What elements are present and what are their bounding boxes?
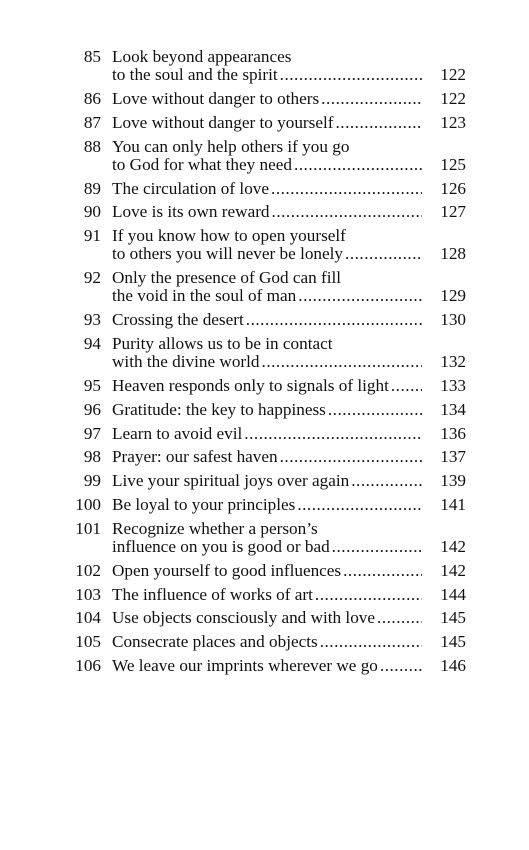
chapter-title-block	[112, 311, 466, 329]
toc-entry	[64, 227, 466, 263]
chapter-title-line	[112, 48, 466, 66]
chapter-title-text: The influence of works of art	[112, 584, 313, 604]
chapter-title-line	[112, 156, 466, 174]
toc-entry	[64, 114, 466, 132]
page-number: 145	[440, 608, 466, 628]
toc-entry	[64, 633, 466, 651]
chapter-number: 98	[83, 447, 101, 467]
chapter-title-block	[112, 48, 466, 84]
chapter-title-line	[112, 425, 466, 443]
toc-entry	[64, 269, 466, 305]
toc-entry	[64, 609, 466, 627]
toc-entry	[64, 448, 466, 466]
toc-entry	[64, 496, 466, 514]
chapter-title-line	[112, 114, 466, 132]
toc-entry	[64, 562, 466, 580]
dot-leader	[328, 401, 422, 419]
dot-leader	[380, 657, 422, 675]
chapter-title-block	[112, 401, 466, 419]
chapter-title-text: You can only help others if you go	[112, 136, 350, 156]
page-number: 125	[440, 154, 466, 174]
chapter-title-line	[112, 633, 466, 651]
page-number: 141	[440, 494, 466, 514]
page-number: 144	[440, 584, 466, 604]
chapter-title-text: Love is its own reward	[112, 202, 270, 222]
chapter-title-text: Love without danger to yourself	[112, 112, 334, 132]
dot-leader	[280, 66, 422, 84]
toc-entry	[64, 520, 466, 556]
page-number: 136	[440, 423, 466, 443]
dot-leader	[294, 156, 422, 174]
dot-leader	[280, 448, 422, 466]
chapter-title-line	[112, 227, 466, 245]
chapter-title-text: the void in the soul of man	[112, 286, 297, 306]
page-number: 123	[440, 112, 466, 132]
chapter-number: 95	[83, 375, 101, 395]
page-number: 142	[440, 560, 466, 580]
chapter-title-block	[112, 425, 466, 443]
chapter-number: 88	[83, 136, 101, 156]
chapter-title-block	[112, 138, 466, 174]
chapter-number: 104	[75, 608, 101, 628]
dot-leader	[262, 353, 422, 371]
toc-entry	[64, 377, 466, 395]
page-number: 129	[440, 286, 466, 306]
chapter-title-block	[112, 335, 466, 371]
chapter-title-block	[112, 472, 466, 490]
chapter-title-text: Purity allows us to be in contact	[112, 333, 333, 353]
chapter-title-line	[112, 353, 466, 371]
chapter-title-line	[112, 66, 466, 84]
chapter-title-line	[112, 335, 466, 353]
chapter-title-text: with the divine world	[112, 352, 260, 372]
chapter-title-text: Gratitude: the key to happiness	[112, 399, 326, 419]
page-number: 128	[440, 244, 466, 264]
dot-leader	[332, 538, 422, 556]
toc-entry	[64, 401, 466, 419]
chapter-title-line	[112, 657, 466, 675]
dot-leader	[391, 377, 422, 395]
chapter-title-block	[112, 609, 466, 627]
page-number: 127	[440, 202, 466, 222]
chapter-title-text: Use objects consciously and with love	[112, 608, 376, 628]
chapter-number: 102	[75, 560, 101, 580]
chapter-title-block	[112, 114, 466, 132]
chapter-title-line	[112, 90, 466, 108]
chapter-title-block	[112, 657, 466, 675]
chapter-number: 92	[83, 268, 101, 288]
chapter-title-line	[112, 245, 466, 263]
chapter-title-line	[112, 538, 466, 556]
chapter-title-block	[112, 562, 466, 580]
chapter-title-line	[112, 311, 466, 329]
page-number: 145	[440, 632, 466, 652]
dot-leader	[321, 90, 422, 108]
toc-entry	[64, 203, 466, 221]
page-number: 126	[440, 178, 466, 198]
chapter-number: 100	[75, 494, 101, 514]
toc-entry	[64, 472, 466, 490]
chapter-title-line	[112, 586, 466, 604]
toc-entry	[64, 138, 466, 174]
dot-leader	[297, 496, 422, 514]
chapter-title-text: Crossing the desert	[112, 310, 244, 330]
chapter-number: 90	[83, 202, 101, 222]
page-number: 134	[440, 399, 466, 419]
page-number: 137	[440, 447, 466, 467]
dot-leader	[343, 562, 422, 580]
chapter-number: 97	[83, 423, 101, 443]
chapter-title-line	[112, 448, 466, 466]
page-number: 133	[440, 375, 466, 395]
dot-leader	[298, 287, 422, 305]
chapter-number: 91	[83, 226, 101, 246]
toc-entry	[64, 425, 466, 443]
chapter-title-text: The circulation of love	[112, 178, 270, 198]
page-number: 146	[440, 655, 466, 675]
chapter-title-text: to the soul and the spirit	[112, 65, 278, 85]
chapter-title-text: If you know how to open yourself	[112, 226, 346, 246]
chapter-title-text: to others you will never be lonely	[112, 244, 344, 264]
page-number: 139	[440, 471, 466, 491]
chapter-title-text: We leave our imprints wherever we go	[112, 655, 378, 675]
chapter-title-text: Prayer: our safest haven	[112, 447, 278, 467]
page-number: 132	[440, 352, 466, 372]
chapter-number: 106	[75, 655, 101, 675]
chapter-title-text: Only the presence of God can fill	[112, 268, 342, 288]
chapter-title-block	[112, 520, 466, 556]
chapter-title-block	[112, 180, 466, 198]
dot-leader	[272, 203, 422, 221]
chapter-title-text: Heaven responds only to signals of light	[112, 375, 389, 395]
page-number: 142	[440, 536, 466, 556]
chapter-number: 87	[83, 112, 101, 132]
chapter-number: 89	[83, 178, 101, 198]
toc-entry	[64, 657, 466, 675]
chapter-title-line	[112, 496, 466, 514]
dot-leader	[335, 114, 422, 132]
chapter-number: 85	[83, 47, 101, 66]
toc-entry	[64, 180, 466, 198]
chapter-number: 86	[83, 89, 101, 108]
toc-entry	[64, 311, 466, 329]
page-number: 122	[440, 89, 466, 108]
chapter-title-block	[112, 203, 466, 221]
chapter-number: 99	[83, 471, 101, 491]
chapter-title-text: Open yourself to good influences	[112, 560, 342, 580]
chapter-title-line	[112, 269, 466, 287]
toc-entry	[64, 335, 466, 371]
dot-leader	[351, 472, 422, 490]
chapter-title-line	[112, 401, 466, 419]
page-number: 130	[440, 310, 466, 330]
chapter-title-text: Be loyal to your principles	[112, 494, 296, 514]
chapter-title-block	[112, 496, 466, 514]
dot-leader	[244, 425, 422, 443]
chapter-title-text: Look beyond appearances	[112, 47, 292, 66]
dot-leader	[246, 311, 422, 329]
chapter-number: 96	[83, 399, 101, 419]
chapter-number: 103	[75, 584, 101, 604]
chapter-number: 101	[75, 518, 101, 538]
chapter-number: 93	[83, 310, 101, 330]
chapter-title-text: Recognize whether a person’s	[112, 518, 318, 538]
chapter-title-block	[112, 448, 466, 466]
chapter-title-block	[112, 90, 466, 108]
chapter-title-text: influence on you is good or bad	[112, 536, 330, 556]
dot-leader	[315, 586, 422, 604]
chapter-title-text: Love without danger to others	[112, 89, 320, 108]
chapter-title-block	[112, 377, 466, 395]
toc-entry	[64, 586, 466, 604]
chapter-number: 94	[83, 333, 101, 353]
chapter-title-line	[112, 609, 466, 627]
chapter-title-line	[112, 287, 466, 305]
chapter-title-line	[112, 138, 466, 156]
chapter-title-block	[112, 633, 466, 651]
chapter-title-line	[112, 472, 466, 490]
chapter-number: 105	[75, 632, 101, 652]
dot-leader	[377, 609, 422, 627]
chapter-title-line	[112, 203, 466, 221]
chapter-title-line	[112, 180, 466, 198]
chapter-title-block	[112, 586, 466, 604]
chapter-title-line	[112, 562, 466, 580]
chapter-title-text: to God for what they need	[112, 154, 292, 174]
dot-leader	[320, 633, 422, 651]
chapter-title-text: Live your spiritual joys over again	[112, 471, 350, 491]
dot-leader	[271, 180, 422, 198]
page-number: 122	[440, 65, 466, 85]
chapter-title-block	[112, 227, 466, 263]
chapter-title-text: Learn to avoid evil	[112, 423, 243, 443]
chapter-title-line	[112, 520, 466, 538]
chapter-title-text: Consecrate places and objects	[112, 632, 318, 652]
chapter-title-line	[112, 377, 466, 395]
dot-leader	[345, 245, 422, 263]
toc-entry	[64, 90, 466, 108]
toc-entry	[64, 48, 466, 84]
table-of-contents	[64, 48, 466, 681]
chapter-title-block	[112, 269, 466, 305]
